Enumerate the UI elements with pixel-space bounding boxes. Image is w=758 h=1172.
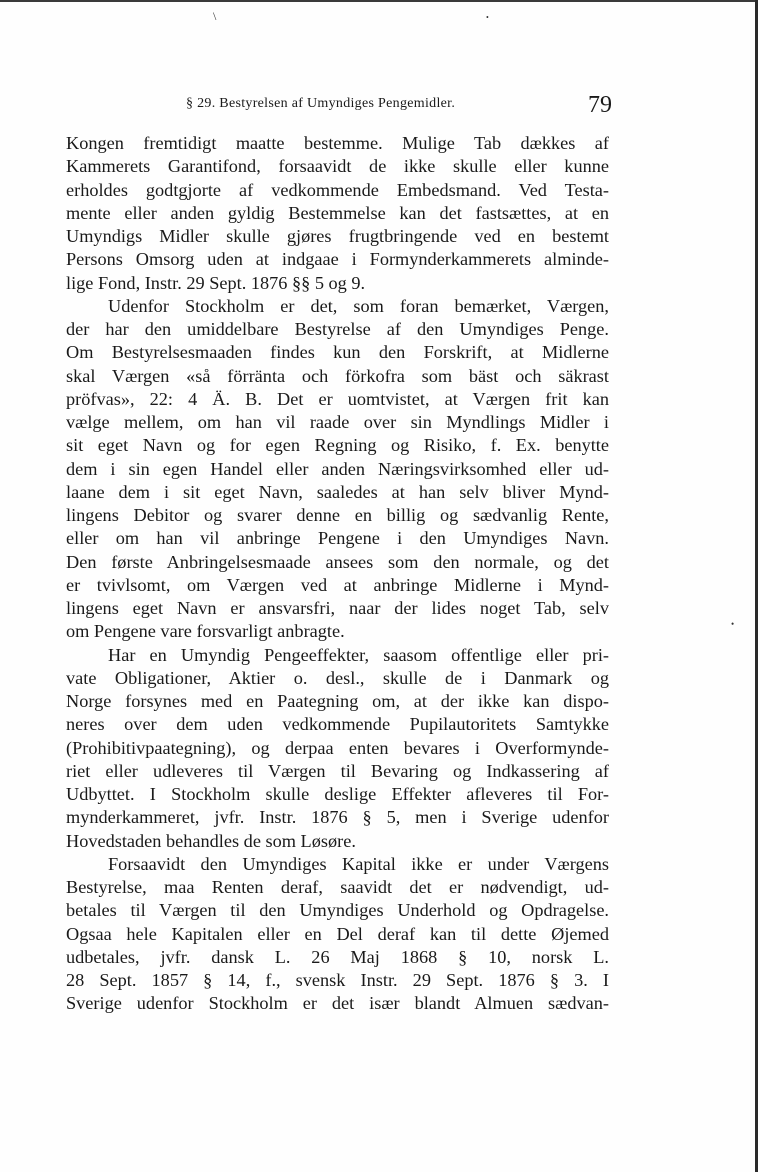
- body-text: [66, 132, 609, 1016]
- text-line: skal Værgen «så förränta och förkofra som bäst och säkrast: [66, 365, 609, 386]
- page-header: [66, 92, 626, 122]
- text-line: udbetales, jvfr. dansk L. 26 Maj 1868 § 10, norsk L.: [66, 946, 609, 967]
- text-line: er tvivlsomt, om Værgen ved at anbringe Midlerne i Mynd-: [66, 574, 609, 595]
- text-line: Bestyrelse, maa Renten deraf, saavidt det er nødvendigt, ud-: [66, 877, 609, 897]
- text-line: Kongen fremtidigt maatte bestemme. Mulige Tab dækkes af: [66, 133, 609, 153]
- text-line: Den første Anbringelsesmaade ansees som den normale, og det: [66, 551, 609, 572]
- text-line: 28 Sept. 1857 § 14, f., svensk Instr. 29 Sept. 1876 § 3. I: [66, 970, 609, 990]
- text-line: Persons Omsorg uden at indgaae i Formynderkammerets alminde-: [66, 249, 609, 270]
- text-line: Har en Umyndig Pengeeffekter, saasom offentlige eller pri-: [108, 644, 609, 665]
- scan-mark-dot: •: [486, 13, 489, 22]
- text-line: lingens eget Navn er ansvarsfri, naar der lides noget Tab, selv: [66, 598, 609, 618]
- text-line: riet eller udleveres til Værgen til Bevaring og Indkassering af: [66, 760, 609, 781]
- page-number: 79: [588, 92, 612, 118]
- text-line: (Prohibitivpaategning), og derpaa enten bevares i Overformynde-: [66, 737, 609, 758]
- text-line: erholdes godtgjorte af vedkommende Embedsmand. Ved Testa-: [66, 179, 609, 200]
- text-line: Sverige udenfor Stockholm er det især blandt Almuen sædvan-: [66, 993, 609, 1014]
- text-line: lige Fond, Instr. 29 Sept. 1876 §§ 5 og 9.: [66, 272, 366, 293]
- text-line: Norge forsynes med en Paategning om, at der ikke kan dispo-: [66, 691, 609, 711]
- text-line: sit eget Navn og for egen Regning og Risiko, f. Ex. benytte: [66, 435, 609, 456]
- scan-mark-side-dot: •: [731, 619, 735, 629]
- running-head: § 29. Bestyrelsen af Umyndiges Pengemidler.: [186, 96, 456, 111]
- text-line: eller om han vil anbringe Pengene i den Umyndiges Navn.: [66, 528, 609, 549]
- text-line: lingens Debitor og svarer denne en billig og sædvanlig Rente,: [66, 505, 609, 525]
- text-line: Ogsaa hele Kapitalen eller en Del deraf kan til dette Øjemed: [66, 923, 609, 944]
- scan-edge-top: [0, 0, 758, 2]
- text-line: om Pengene vare forsvarligt anbragte.: [66, 621, 345, 642]
- scan-mark-tick: \: [213, 9, 217, 23]
- text-line: dem i sin egen Handel eller anden Næringsvirksomhed eller ud-: [66, 458, 609, 479]
- text-line: Kammerets Garantifond, forsaavidt de ikke skulle eller kunne: [66, 156, 609, 177]
- text-line: laane dem i sit eget Navn, saaledes at han selv bliver Mynd-: [66, 481, 609, 502]
- text-line: vate Obligationer, Aktier o. desl., skulle de i Danmark og: [66, 667, 609, 688]
- text-line: mente eller anden gyldig Bestemmelse kan det fastsættes, at en: [66, 202, 609, 223]
- text-line: Om Bestyrelsesmaaden findes kun den Forskrift, at Midlerne: [66, 342, 609, 363]
- text-line: vælge mellem, om han vil raade over sin Myndlings Midler i: [66, 412, 609, 432]
- text-line: der har den umiddelbare Bestyrelse af den Umyndiges Penge.: [66, 319, 609, 339]
- text-line: Umyndigs Midler skulle gjøres frugtbringende ved en bestemt: [66, 226, 609, 246]
- text-line: Udbyttet. I Stockholm skulle deslige Effekter afleveres til For-: [66, 784, 609, 804]
- text-line: pröfvas», 22: 4 Ä. B. Det er uomtvistet, at Værgen frit kan: [66, 388, 609, 409]
- text-line: Forsaavidt den Umyndiges Kapital ikke er under Værgens: [108, 853, 609, 874]
- text-line: Udenfor Stockholm er det, som foran bemærket, Værgen,: [108, 295, 609, 316]
- text-line: mynderkammeret, jvfr. Instr. 1876 § 5, men i Sverige udenfor: [66, 807, 609, 828]
- text-line: betales til Værgen til den Umyndiges Underhold og Opdragelse.: [66, 900, 609, 921]
- text-line: neres over dem uden vedkommende Pupilautoritets Samtykke: [66, 714, 609, 735]
- text-line: Hovedstaden behandles de som Løsøre.: [66, 830, 356, 851]
